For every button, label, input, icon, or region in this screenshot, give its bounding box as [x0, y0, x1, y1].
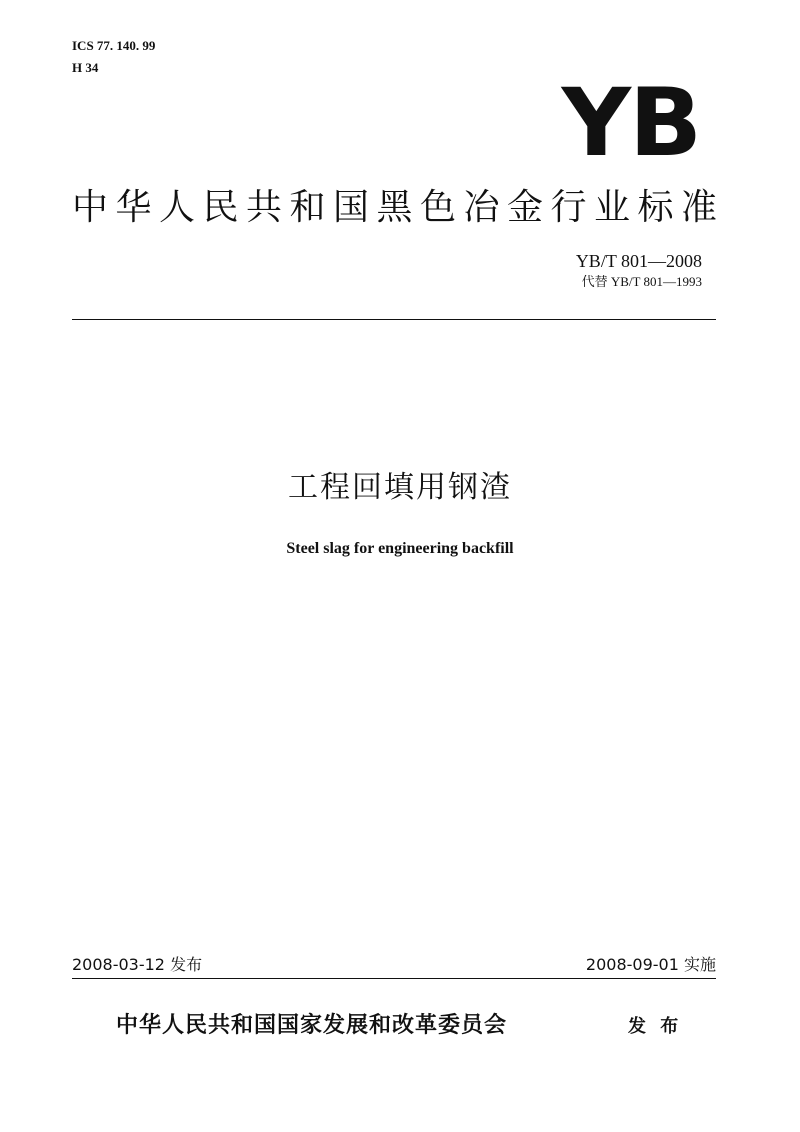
yb-logo: YB: [561, 69, 700, 178]
ccs-code: H 34: [72, 60, 99, 75]
issue-date: 2008-03-12 发布: [72, 955, 203, 974]
footer-divider: [72, 978, 716, 979]
implementation-date: 2008-09-01 实施: [585, 955, 716, 974]
standard-number: YB/T 801—2008: [575, 251, 702, 271]
ics-code: ICS 77. 140. 99: [72, 38, 156, 53]
document-title-english: Steel slag for engineering backfill: [286, 540, 514, 557]
replaces-standard: 代替 YB/T 801—1993: [581, 274, 702, 289]
document-title-chinese: 工程回填用钢渣: [288, 470, 512, 505]
header-divider: [72, 319, 716, 320]
issued-label: 发 布: [628, 1016, 683, 1037]
issuing-authority: 中华人民共和国国家发展和改革委员会: [116, 1012, 508, 1038]
standard-category: 中华人民共和国黑色冶金行业标准: [72, 187, 720, 228]
